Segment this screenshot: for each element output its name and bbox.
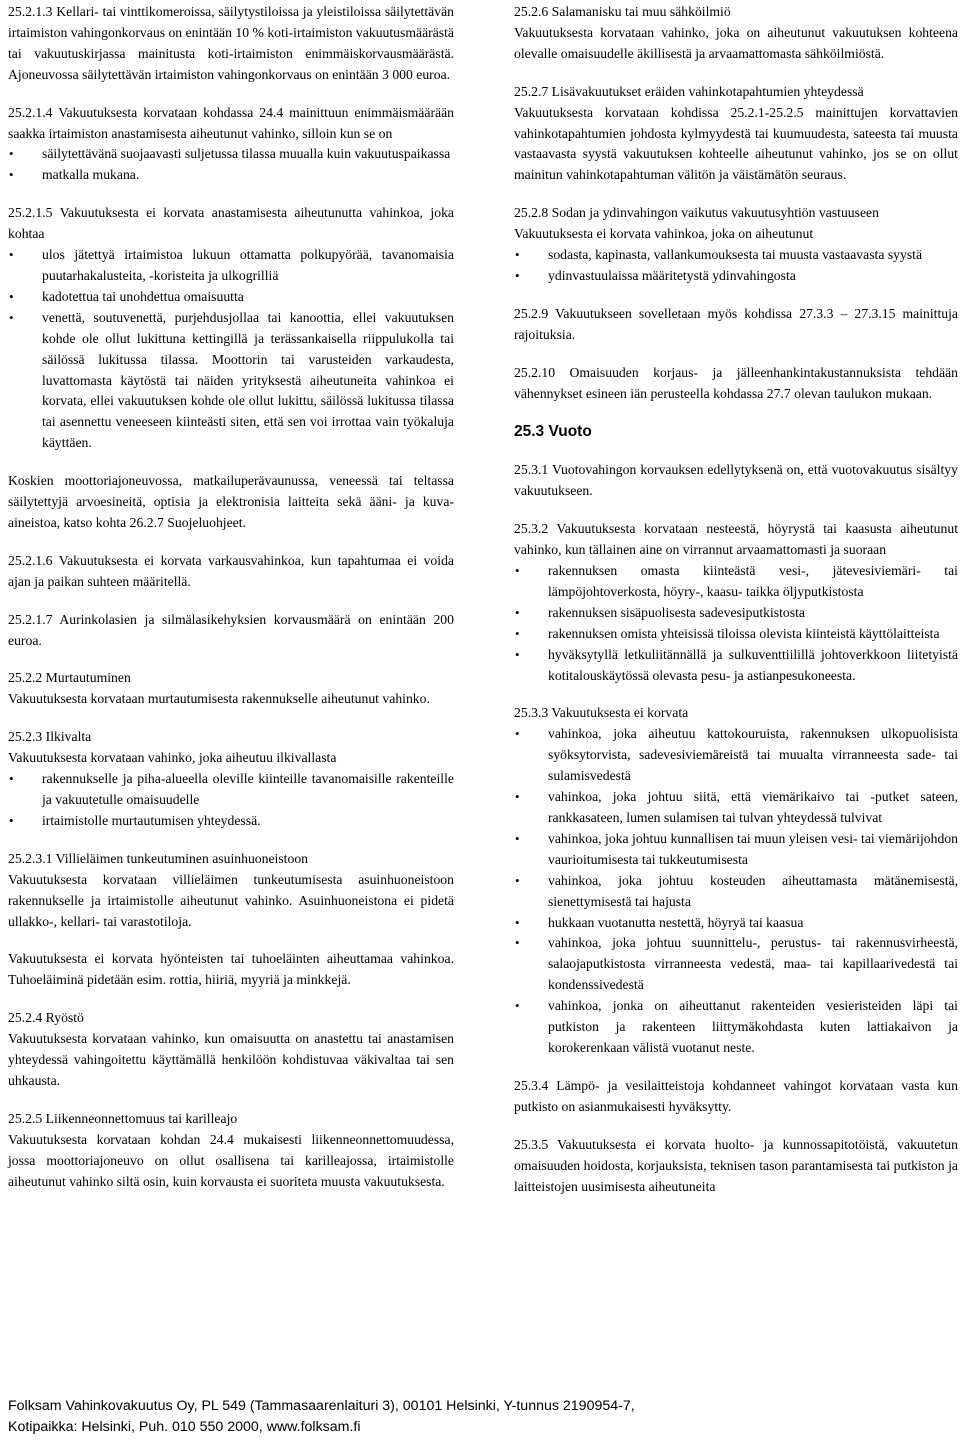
bullet-icon: • <box>9 247 14 263</box>
bullet-list <box>514 724 958 1059</box>
list-item <box>8 287 454 308</box>
list-item-text: rakennuksen omista yhteisissä tiloissa olevista kiinteistä käyttölaitteista <box>548 625 940 641</box>
paragraph-text: 25.2.6 Salamanisku tai muu sähköilmiö <box>514 4 731 19</box>
list-item-text: vahinkoa, joka johtuu suunnittelu-, perustus- tai rakennusvirheestä, salaojaputkistosta virranneesta vedestä, maa- tai kapillaarivedestä tai kondenssivedestä <box>548 935 958 993</box>
paragraph-block <box>8 849 454 933</box>
list-item <box>514 645 958 687</box>
paragraph-block <box>514 1076 958 1118</box>
list-item-text: rakennukselle ja piha-alueella oleville kiinteille tavanomaisille rakenteille ja vakuutetulle omaisuudelle <box>42 771 454 807</box>
paragraph-text: Vakuutuksesta ei korvata hyönteisten tai tuhoeläinten aiheuttamaa vahinkoa. Tuhoeläiminä pidetään esim. rottia, hiiriä, myyriä ja minkkejä. <box>8 951 454 988</box>
paragraph-text: 25.2.1.3 Kellari- tai vinttikomeroissa, säilytystiloissa ja yleistiloissa säilytettävän irtaimiston vahingonkorvaus on enintään 10 % koti-irtaimiston vakuutusmäärästä tai vakuutuskirjassa mainitusta koti-irtaimiston enimmäiskorvausmäärästä. Ajoneuvossa säilytettävän irtaimiston vahingonkorvaus on enintään 3 000 euroa. <box>8 4 454 82</box>
bullet-icon: • <box>9 146 14 162</box>
list-item-text: ulos jätettyä irtaimistoa lukuun ottamatta polkupyörää, tavanomaisia puutarhakalusteita, -koristeita ja ulkogrilliä <box>42 247 454 283</box>
bullet-icon: • <box>515 646 520 662</box>
list-item <box>8 308 454 454</box>
list-item <box>514 913 958 934</box>
paragraph-text: 25.2.1.6 Vakuutuksesta ei korvata varkausvahinkoa, kun tapahtumaa ei voida ajan ja paikan suhteen määritellä. <box>8 552 454 589</box>
bullet-icon: • <box>515 563 520 579</box>
bullet-icon: • <box>515 726 520 742</box>
bullet-icon: • <box>515 935 520 951</box>
paragraph-text: 25.2.1.5 Vakuutuksesta ei korvata anastamisesta aiheutunutta vahinkoa, joka kohtaa <box>8 205 454 242</box>
paragraph-text: 25.2.1.4 Vakuutuksesta korvataan kohdassa 24.4 mainittuun enimmäismäärään saakka irtaimiston anastamisesta aiheutunut vahinko, silloin kun se on <box>8 104 454 141</box>
paragraph-text: Vakuutuksesta ei korvata vahinkoa, joka on aiheutunut <box>514 226 814 242</box>
paragraph-block <box>514 703 958 1058</box>
paragraph-block <box>8 103 454 187</box>
paragraph-block <box>514 82 958 187</box>
list-item-text: sodasta, kapinasta, vallankumouksesta tai muusta vastaavasta syystä <box>548 247 923 263</box>
bullet-icon: • <box>515 789 520 805</box>
list-item <box>514 266 958 287</box>
paragraph-block <box>514 519 958 686</box>
paragraph-block <box>514 363 958 405</box>
list-item-text: hukkaan vuotanutta nestettä, höyryä tai kaasua <box>548 914 804 930</box>
paragraph-text: 25.2.5 Liikenneonnettomuus tai karilleajo <box>8 1110 238 1126</box>
bullet-icon: • <box>515 830 520 846</box>
paragraph-text: Koskien moottoriajoneuvossa, matkailuperävaunussa, veneessä tai teltassa säilytettyjä arvoesineitä, optisia ja elektronisia laitteita sekä ääni- ja kuva-aineistoa, katso kohta 26.2.7 Suojeluohjeet. <box>8 473 454 530</box>
paragraph-block <box>8 610 454 652</box>
list-item-text: venettä, soutuvenettä, purjehdusjollaa tai kanoottia, ellei vakuutuksen kohde ole ollut lukittuna kettingillä ja terässankaisella riippulukolla tai säilössä lukitussa tilassa. Moottorin tai varusteiden varkaudesta, luvattomasta käytöstä tai näiden yrityksestä aiheutuneita vahinkoa ei korvata, ellei vakuutuksen kohde ole ollut lukittu, säilössä lukitussa tilassa tai asennettu veneeseen kiinteästi siten, että sen voi irrottaa vain työkaluja käyttäen. <box>42 309 454 451</box>
list-item <box>8 769 454 811</box>
paragraph-block <box>8 949 454 991</box>
bullet-list <box>8 245 454 454</box>
list-item-text: vahinkoa, joka johtuu kosteuden aiheuttamasta mätänemisestä, sienettymisestä tai hajusta <box>548 872 958 909</box>
paragraph-block <box>514 304 958 346</box>
paragraph-text: Vakuutuksesta korvataan villieläimen tunkeutumisesta asuinhuoneistoon rakennukselle ja irtaimistolle aiheutunut vahinko. Asuinhuoneistona ei pidetä ullakko-, kellari- tai varastotiloja. <box>8 871 454 929</box>
paragraph-block <box>514 1135 958 1198</box>
paragraph-text: 25.3.2 Vakuutuksesta korvataan nesteestä, höyrystä tai kaasusta aiheutunut vahinko, kun tällainen aine on virrannut arvaamattomasti ja suoraan <box>514 521 958 558</box>
paragraph-block <box>514 203 958 287</box>
list-item-text: rakennuksen omasta kiinteästä vesi-, jätevesiviemäri- tai lämpöjohtoverkosta, höyry-, kaasu- taikka öljyputkistosta <box>548 563 958 599</box>
paragraph-text: 25.2.10 Omaisuuden korjaus- ja jälleenhankintakustannuksista tehdään vähennykset esineen iän perusteella kohdassa 27.7 olevan taulukon mukaan. <box>514 364 958 401</box>
paragraph-text: 25.2.3.1 Villieläimen tunkeutuminen asuinhuoneistoon <box>8 850 309 866</box>
list-item <box>514 933 958 996</box>
paragraph-text: 25.3.3 Vakuutuksesta ei korvata <box>514 705 689 721</box>
bullet-list <box>514 245 958 287</box>
paragraph-block <box>8 203 454 454</box>
list-item-text: hyväksytyllä letkuliitännällä ja sulkuventtiilillä johtoverkkoon liitetyistä kotitalouskäytössä olevasta pesu- ja astianpesukoneesta. <box>548 646 958 683</box>
paragraph-block <box>8 551 454 593</box>
bullet-list <box>8 144 454 186</box>
footer-line-1: Folksam Vahinkovakuutus Oy, PL 549 (Tammasaarenlaituri 3), 00101 Helsinki, Y-tunnus 2190954-7, <box>8 1398 635 1414</box>
list-item-text: irtaimistolle murtautumisen yhteydessä. <box>42 812 261 828</box>
list-item <box>8 144 454 165</box>
bullet-icon: • <box>515 604 520 620</box>
paragraph-text: 25.2.7 Lisävakuutukset eräiden vahinkotapahtumien yhteydessä <box>514 83 864 99</box>
bullet-icon: • <box>515 247 520 263</box>
paragraph-text: 25.2.1.7 Aurinkolasien ja silmälasikehyksien korvausmäärä on enintään 200 euroa. <box>8 611 454 648</box>
paragraph-block <box>8 1008 454 1092</box>
list-item <box>514 561 958 603</box>
bullet-icon: • <box>515 914 520 930</box>
bullet-icon: • <box>515 625 520 641</box>
paragraph-text: Vakuutuksesta korvataan kohdissa 25.2.1-25.2.5 mainittujen korvattavien vahinkotapahtumien johdosta kylmyydestä tai kuumuudesta, sateesta tai muusta vastaavasta syystä vakuutuksen kohteelle aiheutunut vahinko, jos se on ollut mainitun vahinkotapahtuman välitön ja väistämätön seuraus. <box>514 104 958 183</box>
list-item-text: vahinkoa, joka aiheutuu kattokouruista, rakennuksen ulkopuolisista syöksytorvista, sadevesiviemäreistä tai muualta virranneesta sade- tai sulamisvedestä <box>548 726 958 784</box>
paragraph-block <box>514 460 958 502</box>
paragraph-text: 25.2.4 Ryöstö <box>8 1010 84 1026</box>
list-item <box>514 245 958 266</box>
paragraph-text: 25.2.3 Ilkivalta <box>8 729 92 745</box>
bullet-icon: • <box>515 267 520 283</box>
paragraph-text: Vakuutuksesta korvataan vahinko, joka aiheutuu ilkivallasta <box>8 750 337 766</box>
bullet-icon: • <box>515 998 520 1014</box>
left-column <box>8 2 454 1210</box>
list-item-text: kadotettua tai unohdettua omaisuutta <box>42 288 244 304</box>
bullet-list <box>514 561 958 686</box>
list-item <box>514 724 958 787</box>
list-item-text: matkalla mukana. <box>42 167 140 183</box>
list-item <box>514 603 958 624</box>
list-item-text: vahinkoa, joka johtuu siitä, että viemärikaivo tai -putket sateen, rankkasateen, lumen sulamisen tai tulvan yhteydessä tulvivat <box>548 789 958 825</box>
list-item-text: säilytettävänä suojaavasti suljetussa tilassa muualla kuin vakuutuspaikassa <box>42 146 451 162</box>
list-item <box>514 996 958 1059</box>
bullet-icon: • <box>9 288 14 304</box>
list-item-text: ydinvastuulaissa määritetystä ydinvahingosta <box>548 267 796 283</box>
paragraph-text: 25.2.9 Vakuutukseen sovelletaan myös kohdissa 27.3.3 – 27.3.15 mainittuja rajoituksia. <box>514 305 958 342</box>
list-item <box>514 829 958 871</box>
list-item-text: vahinkoa, joka johtuu kunnallisen tai muun yleisen vesi- tai viemärijohdon vaurioitumisesta tai tukkeutumisesta <box>548 830 958 867</box>
paragraph-text: 25.2.2 Murtautuminen <box>8 670 131 686</box>
list-item <box>514 787 958 829</box>
page-footer <box>8 1396 954 1438</box>
list-item-text: vahinkoa, jonka on aiheuttanut rakenteiden vesieristeiden läpi tai putkiston ja rakenteen liittymäkohdasta kuten lattiakaivon ja korokerenkaan välistä vuotanut neste. <box>548 998 958 1055</box>
list-item <box>8 245 454 287</box>
paragraph-text: Vakuutuksesta korvataan vahinko, kun omaisuutta on anastettu tai anastamisen yhteydessä vahingoitettu käyttämällä henkilöön kohdistuvaa väkivaltaa tai sen uhkausta. <box>8 1031 454 1088</box>
paragraph-block <box>8 2 454 86</box>
list-item <box>514 871 958 913</box>
bullet-icon: • <box>9 771 14 787</box>
paragraph-text: 25.3.4 Lämpö- ja vesilaitteistoja kohdanneet vahingot korvataan vasta kun putkisto on asianmukaisesti hyväksytty. <box>514 1077 958 1114</box>
bullet-icon: • <box>515 872 520 888</box>
paragraph-text: Vakuutuksesta korvataan murtautumisesta rakennukselle aiheutunut vahinko. <box>8 691 430 707</box>
paragraph-block <box>8 1109 454 1193</box>
paragraph-block <box>8 668 454 710</box>
bullet-icon: • <box>9 309 14 325</box>
paragraph-text: Vakuutuksesta korvataan vahinko, joka on aiheutunut vakuutuksen kohteena olevalle omaisuudelle äkillisestä ja arvaamattomasta sähköilmiöstä. <box>514 24 958 61</box>
paragraph-block <box>8 471 454 534</box>
section-heading: 25.3 Vuoto <box>514 422 592 440</box>
list-item-text: rakennuksen sisäpuolisesta sadevesiputkistosta <box>548 604 805 620</box>
list-item <box>8 811 454 832</box>
paragraph-text: 25.2.8 Sodan ja ydinvahingon vaikutus vakuutusyhtiön vastuuseen <box>514 205 879 221</box>
paragraph-block <box>514 2 958 65</box>
footer-line-2: Kotipaikka: Helsinki, Puh. 010 550 2000, www.folksam.fi <box>8 1419 361 1435</box>
right-column <box>514 2 958 1214</box>
paragraph-text: 25.3.1 Vuotovahingon korvauksen edellytyksenä on, että vuotovakuutus sisältyy vakuutukseen. <box>514 462 958 499</box>
bullet-icon: • <box>9 812 14 828</box>
bullet-icon: • <box>9 167 14 183</box>
paragraph-block <box>8 727 454 832</box>
list-item <box>514 624 958 645</box>
paragraph-text: 25.3.5 Vakuutuksesta ei korvata huolto- ja kunnossapitotöistä, vakuutetun omaisuuden hoidosta, korjauksista, teknisen tason parantamisesta tai putkiston ja laitteistojen uusimisesta aiheutuneita <box>514 1136 958 1194</box>
list-item <box>8 165 454 186</box>
bullet-list <box>8 769 454 832</box>
paragraph-text: Vakuutuksesta korvataan kohdan 24.4 mukaisesti liikenneonnettomuudessa, jossa moottoriajoneuvo on ollut osallisena tai karilleajossa, irtaimistolle aiheutunut vahinko siltä osin, kuin korvausta ei suoriteta muusta vakuutuksesta. <box>8 1131 454 1189</box>
